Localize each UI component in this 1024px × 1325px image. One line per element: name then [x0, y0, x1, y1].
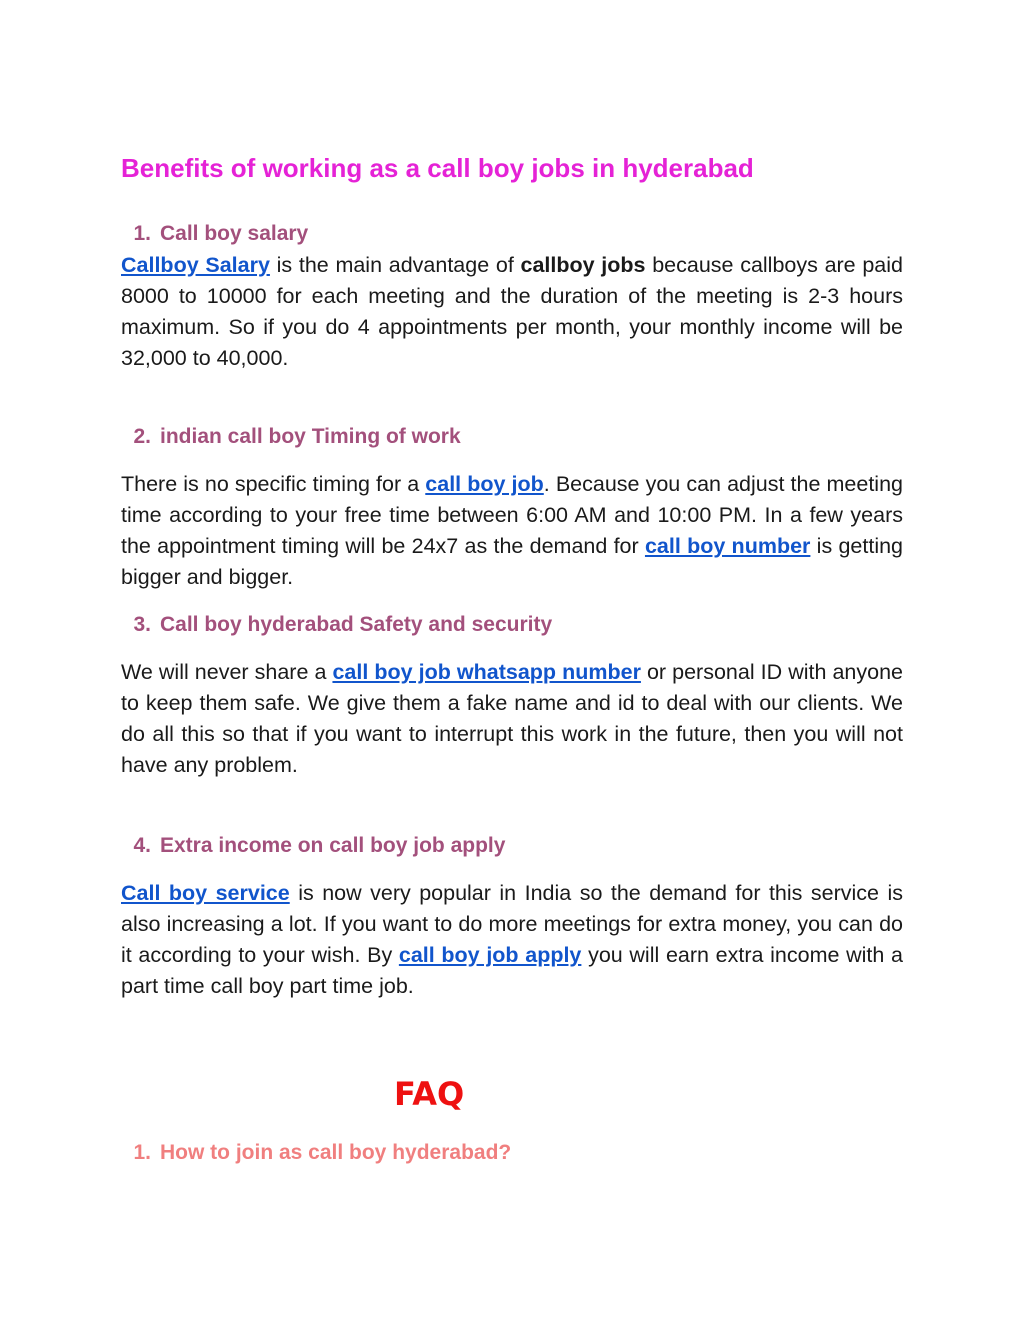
list-number: 4. — [133, 834, 151, 857]
text: is now very popular in India so the demand for this service is also increasing a lot. If you want to do more meetings for extra money, you can do it according to your wish. By — [121, 881, 903, 967]
heading-text: Call boy hyderabad Safety and security — [160, 613, 553, 636]
text: is the main advantage of — [269, 253, 521, 277]
text: or personal ID with anyone to keep them safe. We give them a fake name and id to deal with our clients. We do all this so that if you want to interrupt this work in the future, then you will not have any problem. — [121, 660, 903, 777]
paragraph-safety — [121, 657, 903, 781]
heading-text: Extra income on call boy job apply — [160, 834, 506, 857]
link-call-boy-number[interactable]: call boy number — [644, 534, 811, 558]
heading-text: indian call boy Timing of work — [160, 425, 461, 448]
text: is getting bigger and bigger. — [121, 534, 904, 589]
faq-heading: FAQ — [394, 1075, 465, 1113]
section-heading-timing — [121, 423, 461, 451]
list-number: 3. — [133, 613, 151, 636]
list-number: 2. — [133, 425, 151, 448]
link-callboy-salary[interactable]: Callboy Salary — [121, 253, 270, 277]
list-number: 1. — [133, 1141, 151, 1164]
paragraph-timing — [121, 469, 903, 593]
text: you will earn extra income with a part time call boy part time job. — [121, 943, 903, 998]
text: because callboys are paid 8000 to 10000 for each meeting and the duration of the meeting is 2-3 hours maximum. So if you do 4 appointments per month, your monthly income will be 32,000 to 40,000. — [121, 253, 903, 370]
link-call-boy-job[interactable]: call boy job — [425, 472, 544, 496]
section-heading-salary — [121, 220, 308, 248]
paragraph-extra-income — [121, 878, 903, 1002]
text: . Because you can adjust the meeting time according to your free time between 6:00 AM and 10:00 PM. In a few years the appointment timing will be 24x7 as the demand for — [121, 472, 903, 558]
link-call-boy-service[interactable]: Call boy service — [121, 881, 290, 905]
link-call-boy-job-apply[interactable]: call boy job apply — [398, 943, 582, 967]
paragraph-salary — [121, 250, 903, 374]
bold-callboy-jobs: callboy jobs — [520, 253, 646, 277]
heading-text: Call boy salary — [160, 222, 309, 245]
list-number: 1. — [133, 222, 151, 245]
section-heading-extra-income — [121, 832, 505, 860]
faq-question — [121, 1139, 511, 1167]
text: There is no specific timing for a — [121, 472, 426, 496]
text: We will never share a — [121, 660, 333, 684]
question-text: How to join as call boy hyderabad? — [160, 1141, 512, 1164]
link-call-boy-job-whatsapp-number[interactable]: call boy job whatsapp number — [332, 660, 641, 684]
page-title: Benefits of working as a call boy jobs in hyderabad — [121, 153, 754, 183]
section-heading-safety — [121, 611, 552, 639]
